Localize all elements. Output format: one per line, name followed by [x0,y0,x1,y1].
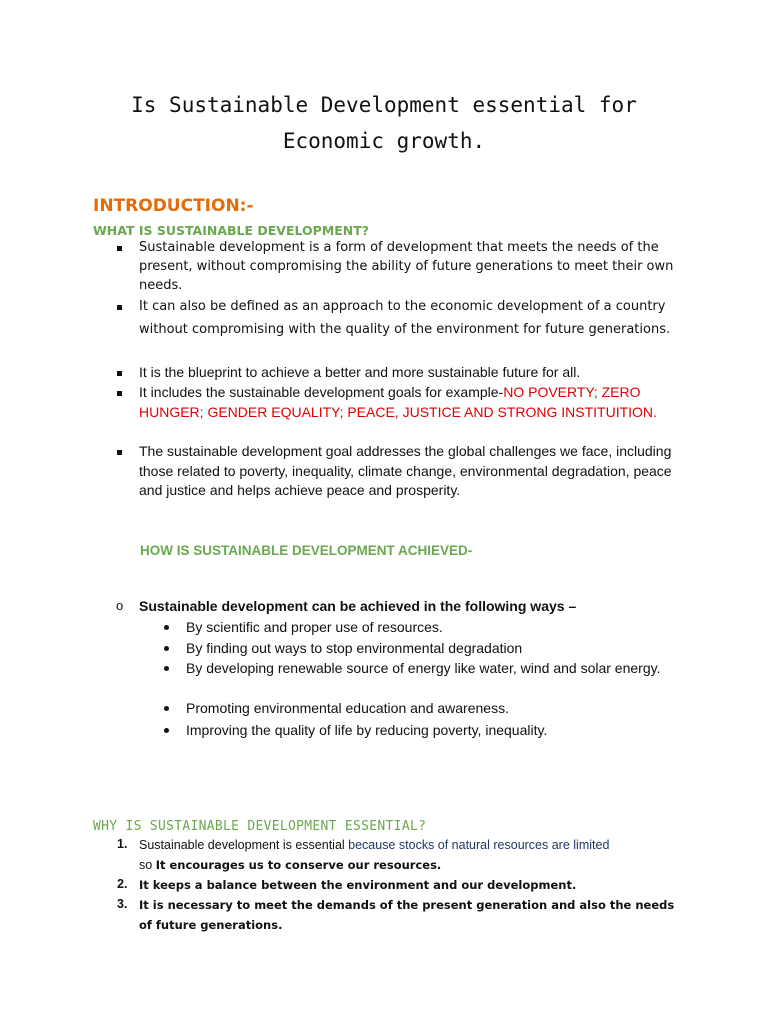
goals-highlight: NO POVERTY; ZERO HUNGER; GENDER EQUALITY; PEACE, JUSTICE AND STRONG INSTITUITION. [139,384,657,420]
list-number: 2. [117,877,128,891]
essential-item-2-text: It keeps a balance between the environment and our development. [139,878,577,892]
page-title [0,87,768,159]
intro-item-4 [139,383,679,422]
bullet-dot-icon [164,728,169,733]
essential-item-3-text: It is necessary to meet the demands of the present generation and also the needs of future generations. [139,898,675,932]
intro-item-5: The sustainable development goal addresses the global challenges we face, including those related to poverty, inequality, climate change, environmental degradation, peace and justice and helps achieve peace and prosperity. [139,443,672,498]
essential-item-1-part1: Sustainable development is essential [139,838,349,852]
essential-item-1-part3: so [139,858,156,872]
bullet-dot-icon [164,666,169,671]
way-item-4: Promoting environmental education and awareness. [186,700,509,716]
bullet-square-icon [117,371,122,376]
achieved-lead: Sustainable development can be achieved in the following ways – [139,598,577,614]
what-is-heading: WHAT IS SUSTAINABLE DEVELOPMENT? [93,223,370,238]
essential-item-2 [139,875,684,895]
bullet-dot-icon [164,625,169,630]
why-essential-heading: WHY IS SUSTAINABLE DEVELOPMENT ESSENTIAL? [93,819,427,834]
bullet-dot-icon [164,706,169,711]
bullet-square-icon [117,246,122,251]
how-achieved-heading: HOW IS SUSTAINABLE DEVELOPMENT ACHIEVED- [140,543,473,558]
essential-item-1-part4: It encourages us to conserve our resources. [155,858,442,872]
title-line-1: Is Sustainable Development essential for [131,93,637,117]
essential-item-1-part2: because stocks of natural resources are limited [348,838,610,852]
essential-item-3 [139,895,684,935]
way-item-5: Improving the quality of life by reducing poverty, inequality. [186,722,548,738]
bullet-square-icon [117,450,122,455]
intro-item-1: Sustainable development is a form of development that meets the needs of the present, without compromising the ability of future generations to meet their own needs. [139,240,674,293]
bullet-dot-icon [164,646,169,651]
intro-item-3: It is the blueprint to achieve a better and more sustainable future for all. [139,364,581,380]
bullet-square-icon [117,305,122,310]
intro-item-2: It can also be defined as an approach to the economic development of a country without compromising with the quality of the environment for future generations. [139,299,671,337]
introduction-heading: INTRODUCTION:- [93,196,254,216]
list-marker-circle: o [116,598,124,613]
way-item-1: By scientific and proper use of resources. [186,619,443,635]
way-item-3: By developing renewable source of energy like water, wind and solar energy. [186,660,661,676]
bullet-square-icon [117,391,122,396]
goals-lead: It includes the sustainable development goals for example- [139,384,504,400]
essential-item-1 [139,835,684,875]
title-line-2: Economic growth. [282,129,486,153]
list-number: 3. [117,897,128,911]
list-number: 1. [117,837,128,851]
way-item-2: By finding out ways to stop environmental degradation [186,640,523,656]
